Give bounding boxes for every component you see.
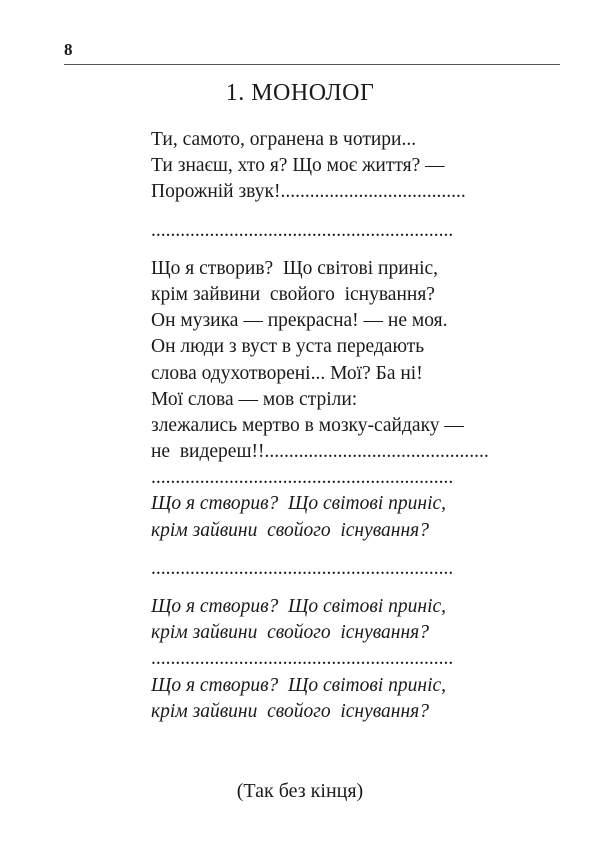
poem-line: злежались мертво в мозку-сайдаку — <box>151 414 464 436</box>
poem-line: не видереш!!.............................................. <box>151 441 489 463</box>
refrain-line: Що я створив? Що світові приніс, <box>151 493 447 515</box>
refrain-line: крім зайвини свойого існування? <box>151 519 429 541</box>
dotted-line: .............................................................. <box>151 467 454 489</box>
refrain-line: крім зайвини свойого існування? <box>151 622 429 644</box>
closing-note: (Так без кінця) <box>236 780 364 802</box>
refrain-line: Що я створив? Що світові приніс, <box>151 674 447 696</box>
poem-title: 1. МОНОЛОГ <box>225 80 375 106</box>
poem-body <box>151 127 511 725</box>
page-number: 8 <box>64 40 73 59</box>
poem-line: Ти знаєш, хто я? Що моє життя? — <box>151 155 445 177</box>
poem-line: слова одухотворені... Мої? Ба ні! <box>151 362 423 384</box>
header-rule <box>64 64 560 65</box>
poem-line: крім зайвини свойого існування? <box>151 283 435 305</box>
dotted-line: .............................................................. <box>151 557 454 579</box>
stanza-gap <box>151 244 511 256</box>
poem-line: Он музика — прекрасна! — не моя. <box>151 310 448 332</box>
refrain-line: Що я створив? Що світові приніс, <box>151 596 447 617</box>
dotted-line: .............................................................. <box>151 219 454 241</box>
refrain-line: крім зайвини свойого існування? <box>151 700 429 722</box>
stanza-gap <box>151 582 511 594</box>
dotted-line: .............................................................. <box>151 648 454 670</box>
poem-line: Порожній звук!...................................... <box>151 181 466 203</box>
poem-line: Мої слова — мов стріли: <box>151 388 358 410</box>
poem-line: Що я створив? Що світові приніс, <box>151 257 439 279</box>
stanza-gap <box>151 544 511 556</box>
poem-line: Ти, самото, огранена в чотири... <box>151 129 417 150</box>
poem-line: Он люди з вуст в уста передають <box>151 336 425 358</box>
stanza-gap <box>151 206 511 218</box>
